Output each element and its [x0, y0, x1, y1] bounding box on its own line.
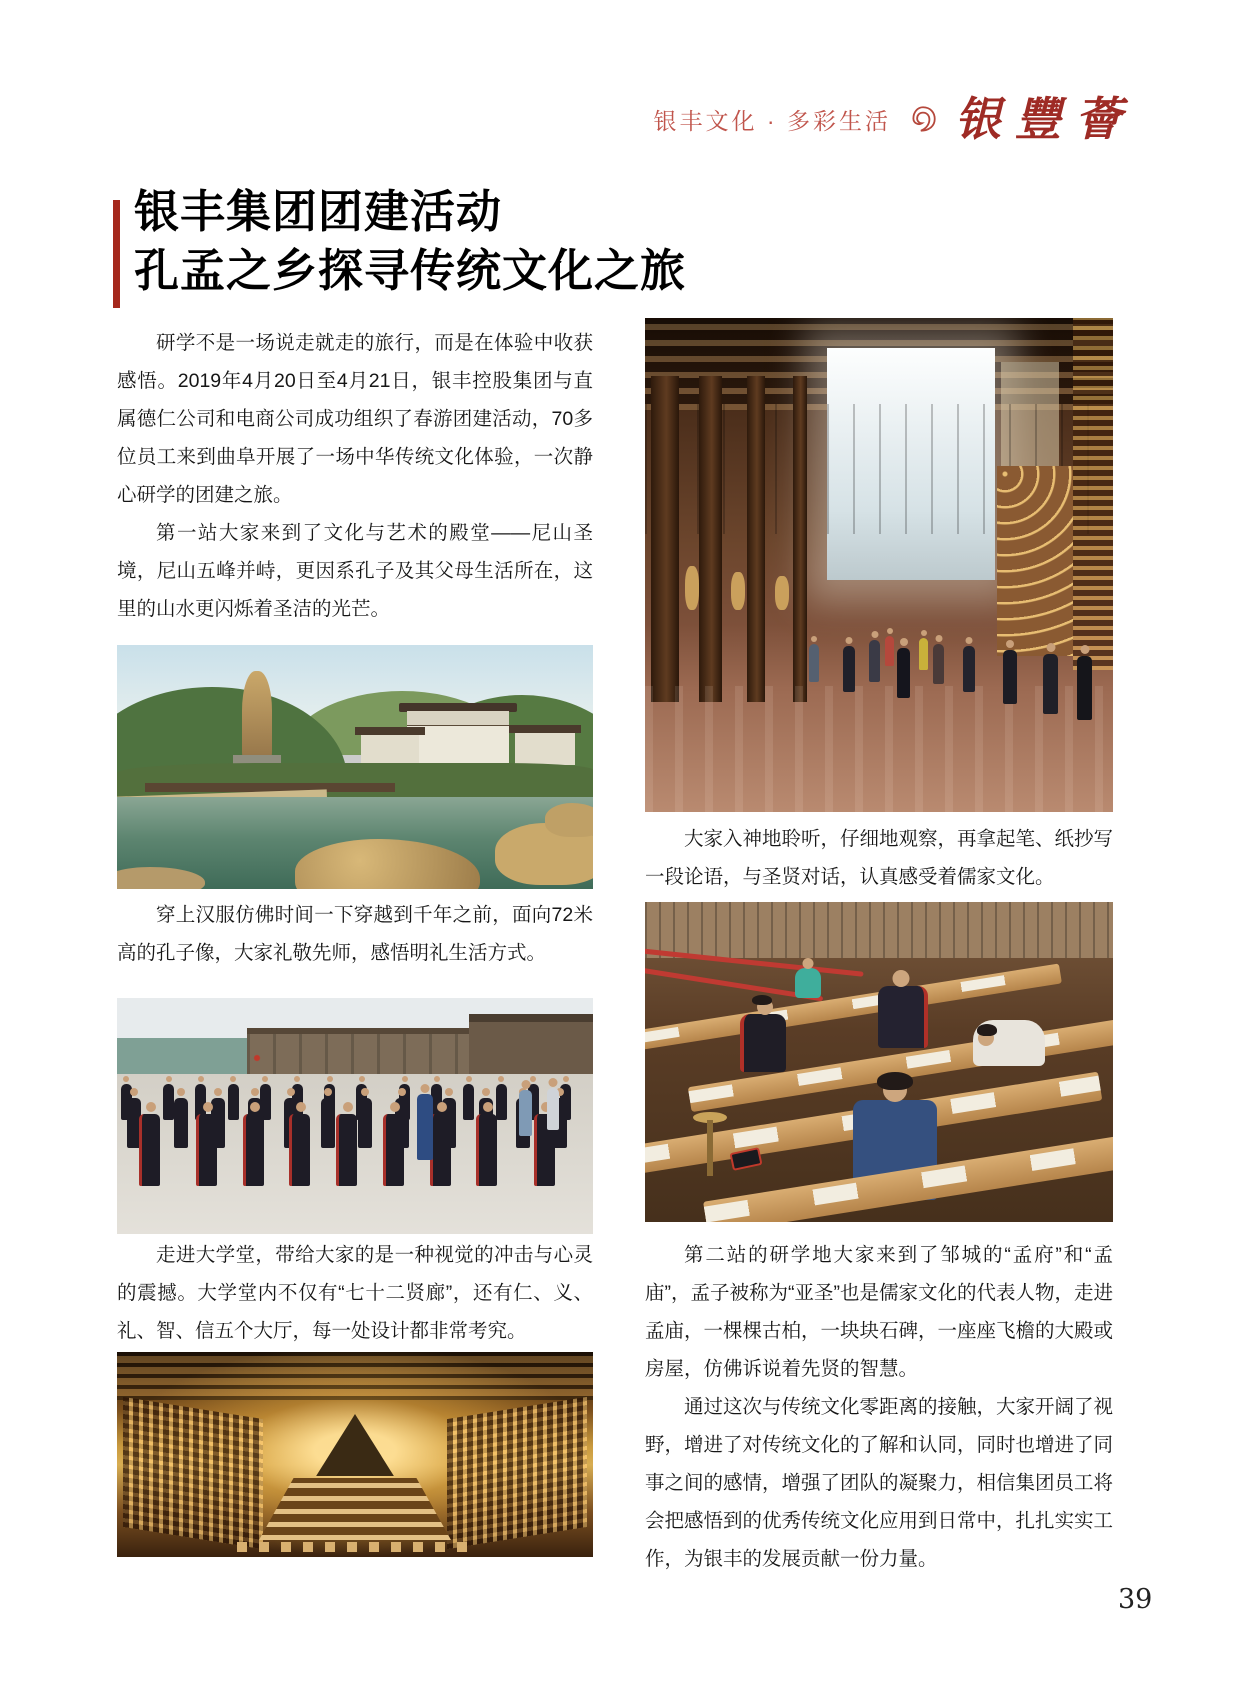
page-header: [653, 92, 1135, 146]
visitor-figure-head: [935, 635, 942, 642]
brand-calligraphy-logo: 银豐薈: [955, 92, 1135, 146]
student-figure-writing: [973, 1020, 1045, 1066]
page-number: 39: [1118, 1584, 1153, 1615]
hanfu-crowd: [117, 998, 593, 1234]
crowd-figure: [196, 1114, 217, 1186]
paragraph: 大家入神地聆听，仔细地观察，再拿起笔、纸抄写一段论语，与圣贤对话，认真感受着儒家文化。: [645, 828, 1114, 888]
student-figure-hanfu: [740, 1014, 786, 1072]
crowd-figure-head: [327, 1076, 333, 1082]
visitor-figure: [919, 638, 928, 670]
crowd-figure-head: [343, 1102, 353, 1112]
visitor-figure: [897, 648, 910, 698]
crowd-figure: [383, 1114, 404, 1186]
confucius-statue: [242, 671, 272, 759]
crowd-figure-head: [287, 1088, 295, 1096]
crowd-figure: [228, 1084, 239, 1120]
hall-lattice-right: [447, 1397, 587, 1549]
classroom-back-wall: [645, 902, 1113, 958]
crowd-figure-head: [198, 1076, 204, 1082]
crowd-figure: [547, 1088, 559, 1130]
left-column-academy-text: [117, 1236, 593, 1350]
crowd-figure-head: [324, 1088, 332, 1096]
visitor-figure: [1003, 650, 1017, 704]
visitor-figure-head: [1006, 640, 1014, 648]
visitor-figure-head: [921, 630, 927, 636]
hall-ceiling-beams: [117, 1352, 593, 1400]
hall-chair-row: [237, 1542, 473, 1552]
hall-wing-roof-left: [355, 727, 425, 735]
crowd-figure-head: [549, 1078, 558, 1087]
hall-wing-right: [515, 733, 575, 765]
crowd-figure-head: [146, 1102, 156, 1112]
crowd-figure-head: [482, 1088, 490, 1096]
paragraph: 研学不是一场说走就走的旅行，而是在体验中收获感悟。2019年4月20日至4月21日，银丰控股集团与直属德仁公司和电商公司成功组织了春游团建活动，70多位员工来到曲阜开展了一场中华传统文化体验，一次静心研学的团建之旅。: [117, 332, 593, 506]
hall-wing-left: [361, 735, 419, 765]
crowd-figure-head: [203, 1102, 213, 1112]
article-title: [134, 182, 686, 300]
crowd-figure-head: [530, 1076, 536, 1082]
photo-hanfu-group: [117, 998, 593, 1234]
crowd-figure-head: [434, 1076, 440, 1082]
crowd-figure-head: [166, 1076, 172, 1082]
paragraph: 通过这次与传统文化零距离的接触，大家开阔了视野，增进了对传统文化的了解和认同，同时也增进了同事之间的感情，增强了团队的凝聚力，相信集团员工将会把感悟到的优秀传统文化应用到日常中，扎扎实实工作，为银丰的发展贡献一份力量。: [645, 1396, 1114, 1570]
crowd-figure-head: [177, 1088, 185, 1096]
paragraph: 第一站大家来到了文化与艺术的殿堂——尼山圣境，尼山五峰并峙，更因系孔子及其父母生活所在，这里的山水更闪烁着圣洁的光芒。: [117, 522, 593, 620]
crowd-figure-head: [294, 1076, 300, 1082]
crowd-figure-head: [498, 1076, 504, 1082]
crowd-figure: [476, 1114, 497, 1186]
right-column-body-text: [645, 1236, 1113, 1578]
visitor-figure: [933, 644, 944, 684]
crowd-figure-head: [466, 1076, 472, 1082]
visitor-figure: [1077, 656, 1092, 720]
visitor-figure: [885, 636, 894, 666]
crowd-figure-head: [398, 1088, 406, 1096]
hall-lattice-left: [123, 1397, 263, 1549]
visitor-figure-head: [887, 628, 893, 634]
title-accent-bar: [113, 200, 120, 308]
visitor-figure-head: [966, 637, 973, 644]
crowd-figure-head: [214, 1088, 222, 1096]
visitor-figure-head: [1046, 643, 1055, 652]
left-column-caption: [117, 896, 593, 972]
crowd-figure-head: [390, 1102, 400, 1112]
crowd-figure: [463, 1084, 474, 1120]
visitor-figure-head: [811, 636, 817, 642]
visitor-figure-head: [900, 638, 908, 646]
crowd-figure: [163, 1084, 174, 1120]
hall-building: [407, 711, 509, 763]
crowd-figure: [139, 1114, 160, 1186]
visitor-figure: [1043, 654, 1058, 714]
paragraph: 走进大学堂，带给大家的是一种视觉的冲击与心灵的震撼。大学堂内不仅有“七十二贤廊”，还有仁、义、礼、智、信五个大厅，每一处设计都非常考究。: [117, 1244, 593, 1342]
crowd-figure-head: [402, 1076, 408, 1082]
crowd-figure: [321, 1098, 335, 1148]
visitor-figure: [869, 640, 880, 682]
crowd-figure-head: [483, 1102, 493, 1112]
crowd-figure-head: [359, 1076, 365, 1082]
corridor-visitors: [645, 318, 1113, 812]
hall-wing-roof-right: [509, 725, 581, 733]
photo-corridor-interior: [645, 318, 1113, 812]
article-title-line1: 银丰集团团建活动: [134, 186, 503, 237]
brass-lamp-stem: [707, 1120, 713, 1176]
visitor-figure: [963, 646, 975, 692]
crowd-figure: [417, 1094, 433, 1160]
visitor-figure: [843, 646, 855, 692]
student-figure: [795, 968, 821, 998]
crowd-figure-head: [262, 1076, 268, 1082]
visitor-figure-head: [1080, 645, 1089, 654]
article-title-line2: 孔孟之乡探寻传统文化之旅: [134, 245, 687, 296]
paragraph: 第二站的研学地大家来到了邹城的“孟府”和“孟庙”，孟子被称为“亚圣”也是儒家文化的代表人物，走进孟庙，一棵棵古柏，一块块石碑，一座座飞檐的大殿或房屋，仿佛诉说着先贤的智慧。: [645, 1244, 1114, 1380]
right-column-caption: [645, 820, 1113, 896]
visitor-figure-head: [846, 637, 853, 644]
lake-rock-small: [545, 803, 593, 837]
swirl-icon: [907, 103, 939, 135]
crowd-figure: [496, 1084, 507, 1120]
paragraph: 穿上汉服仿佛时间一下穿越到千年之前，面向72米高的孔子像，大家礼敬先师，感悟明礼生活方式。: [117, 904, 593, 964]
photo-golden-hall: [117, 1352, 593, 1557]
crowd-figure-head: [563, 1076, 569, 1082]
left-column-intro-text: [117, 324, 593, 628]
crowd-figure: [174, 1098, 188, 1148]
crowd-figure-head: [421, 1084, 430, 1093]
crowd-figure: [336, 1114, 357, 1186]
student-figure-bald: [878, 986, 928, 1048]
crowd-figure-head: [250, 1102, 260, 1112]
header-tagline: 银丰文化 · 多彩生活: [653, 107, 891, 134]
crowd-figure-head: [130, 1088, 138, 1096]
visitor-figure-head: [871, 631, 878, 638]
crowd-figure: [243, 1114, 264, 1186]
crowd-figure-head: [521, 1080, 530, 1089]
crowd-figure-head: [445, 1088, 453, 1096]
crowd-figure-head: [296, 1102, 306, 1112]
visitor-figure: [809, 644, 819, 682]
crowd-figure-head: [230, 1076, 236, 1082]
crowd-figure: [289, 1114, 310, 1186]
crowd-figure-head: [123, 1076, 129, 1082]
crowd-figure-head: [437, 1102, 447, 1112]
photo-nishan-lake: [117, 645, 593, 889]
crowd-figure: [519, 1090, 532, 1136]
crowd-figure-head: [251, 1088, 259, 1096]
crowd-figure-head: [361, 1088, 369, 1096]
photo-calligraphy-class: [645, 902, 1113, 1222]
crowd-figure: [358, 1098, 372, 1148]
